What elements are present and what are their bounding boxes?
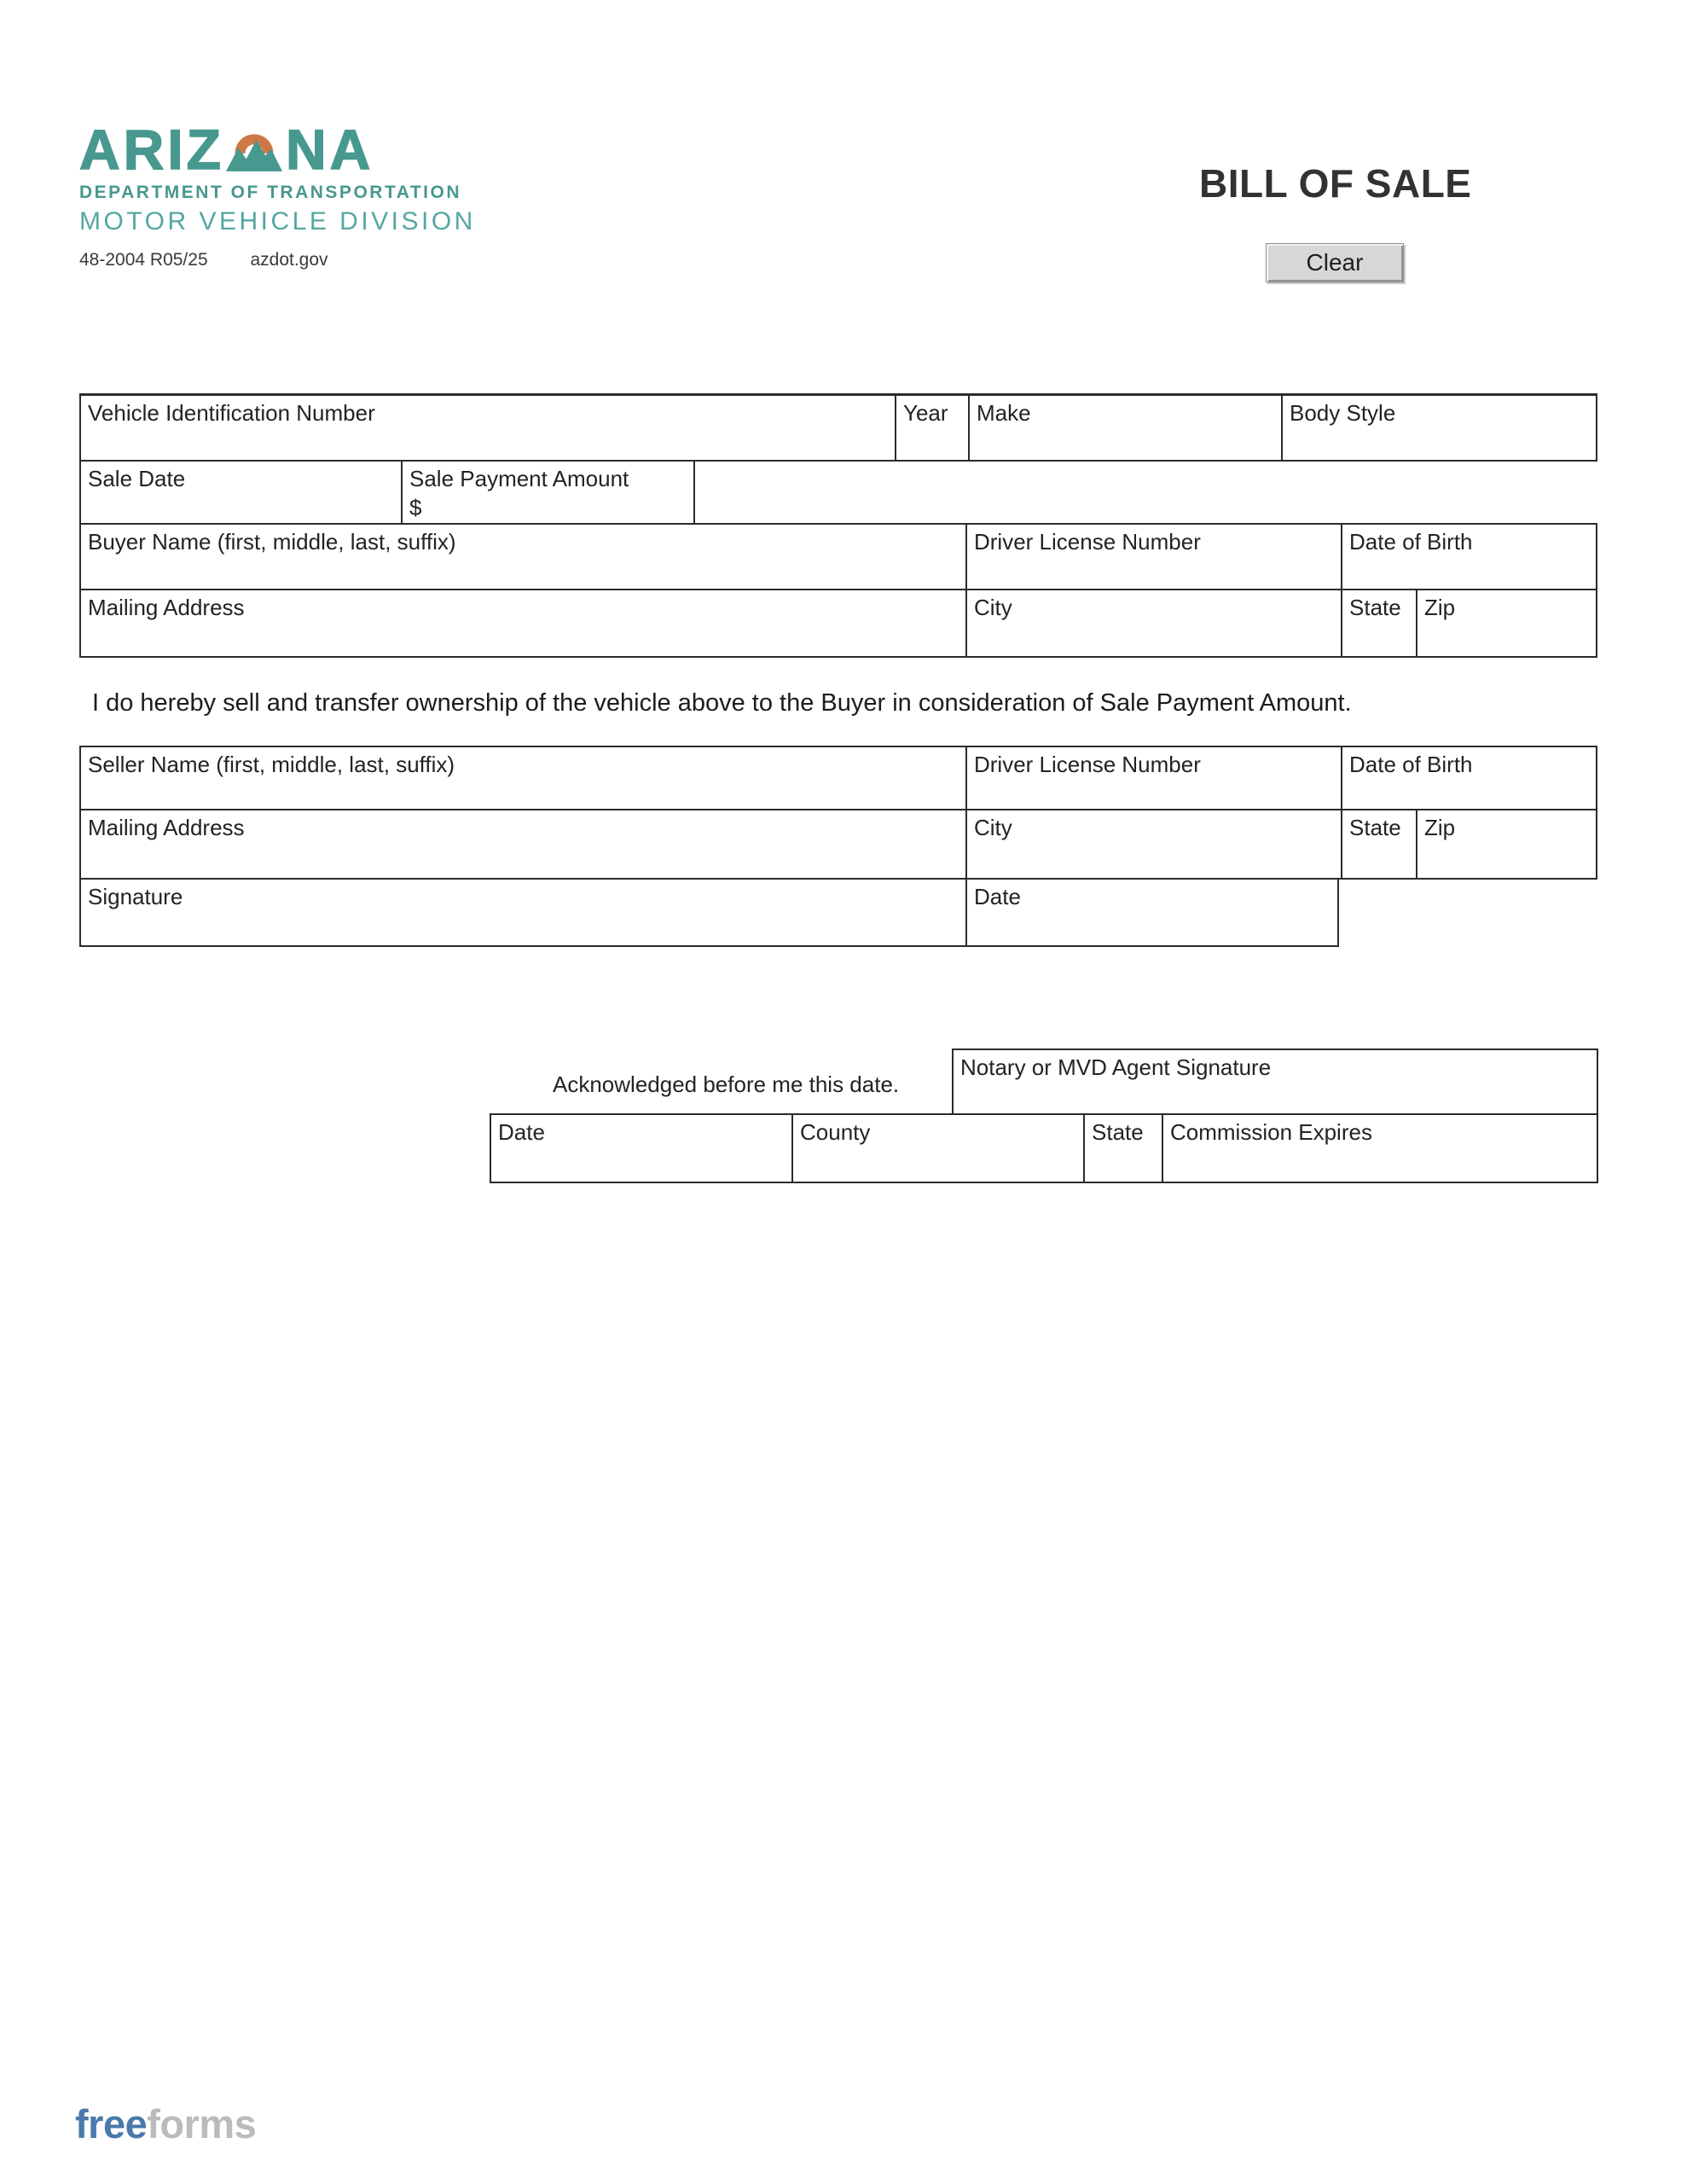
sale-date-field[interactable]: [81, 462, 403, 523]
notary-state-field[interactable]: [1083, 1115, 1162, 1182]
seller-date-field[interactable]: [965, 880, 1337, 945]
transfer-statement: I do hereby sell and transfer ownership of the vehicle above to the Buyer in consideration of Sale Payment Amount.: [92, 689, 1352, 717]
sale-payment-label: Sale Payment Amount: [409, 466, 629, 491]
clear-button-label: Clear: [1306, 249, 1364, 276]
arizona-wordmark: [79, 118, 476, 181]
vin-field[interactable]: [81, 396, 895, 460]
buyer-name-label: Buyer Name (first, middle, last, suffix): [88, 529, 456, 555]
buyer-address-row: [79, 590, 1597, 658]
seller-dob-label: Date of Birth: [1349, 752, 1473, 777]
buyer-dob-field[interactable]: [1341, 525, 1596, 589]
seller-dl-field[interactable]: [965, 747, 1341, 809]
seller-name-label: Seller Name (first, middle, last, suffix): [88, 752, 455, 777]
seller-address-row: [79, 810, 1597, 880]
vehicle-row: [79, 393, 1597, 462]
seller-signature-field[interactable]: [81, 880, 965, 945]
seller-zip-label: Zip: [1424, 815, 1456, 840]
notary-detail-row: [490, 1113, 1598, 1183]
make-field[interactable]: [968, 396, 1281, 460]
seller-city-field[interactable]: [965, 810, 1341, 878]
buyer-zip-field[interactable]: [1416, 590, 1596, 656]
seller-name-field[interactable]: [81, 747, 965, 809]
freeforms-logo-forms: forms: [147, 2101, 257, 2146]
logo-department-line: DEPARTMENT OF TRANSPORTATION: [79, 183, 461, 202]
seller-name-row: [79, 746, 1597, 810]
notary-date-field[interactable]: [491, 1115, 791, 1182]
body-style-label: Body Style: [1290, 400, 1396, 426]
seller-state-label: State: [1349, 815, 1401, 840]
seller-city-label: City: [974, 815, 1012, 840]
seller-date-label: Date: [974, 884, 1021, 909]
buyer-address-field[interactable]: [81, 590, 965, 656]
acknowledged-text: Acknowledged before me this date.: [553, 1072, 900, 1097]
buyer-city-field[interactable]: [965, 590, 1341, 656]
buyer-dl-label: Driver License Number: [974, 529, 1201, 555]
notary-commission-label: Commission Expires: [1170, 1119, 1372, 1145]
seller-signature-row: [79, 880, 1339, 947]
arizona-word-post: NA: [285, 118, 374, 181]
logo-division-line: MOTOR VEHICLE DIVISION: [79, 207, 476, 235]
notary-signature-label: Notary or MVD Agent Signature: [960, 1054, 1272, 1080]
seller-dl-label: Driver License Number: [974, 752, 1201, 777]
arizona-word-pre: ARIZ: [79, 118, 224, 181]
body-style-field[interactable]: [1281, 396, 1596, 460]
buyer-zip-label: Zip: [1424, 595, 1456, 620]
form-number: 48-2004 R05/25: [79, 250, 208, 270]
buyer-dl-field[interactable]: [965, 525, 1341, 589]
seller-signature-label: Signature: [88, 884, 183, 909]
freeforms-logo-free: free: [75, 2101, 148, 2146]
buyer-state-label: State: [1349, 595, 1401, 620]
buyer-dob-label: Date of Birth: [1349, 529, 1473, 555]
notary-county-field[interactable]: [791, 1115, 1083, 1182]
buyer-name-row: [79, 523, 1597, 590]
page-title: BILL OF SALE: [1199, 161, 1472, 206]
notary-commission-field[interactable]: [1162, 1115, 1597, 1182]
seller-address-label: Mailing Address: [88, 815, 245, 840]
buyer-city-label: City: [974, 595, 1012, 620]
clear-button[interactable]: [1266, 243, 1404, 282]
website-link[interactable]: azdot.gov: [250, 250, 328, 270]
adot-logo: [79, 118, 476, 270]
sun-mountain-icon: [224, 123, 286, 174]
sale-row: [79, 462, 695, 523]
seller-dob-field[interactable]: [1341, 747, 1596, 809]
vehicle-buyer-table: [79, 393, 1597, 658]
freeforms-logo: [75, 2100, 256, 2147]
notary-state-label: State: [1092, 1119, 1144, 1145]
year-label: Year: [903, 400, 948, 426]
notary-signature-field[interactable]: [952, 1048, 1598, 1115]
vin-label: Vehicle Identification Number: [88, 400, 375, 426]
sale-payment-field[interactable]: [403, 462, 695, 523]
make-label: Make: [977, 400, 1031, 426]
notary-county-label: County: [800, 1119, 871, 1145]
seller-table: [79, 746, 1597, 947]
seller-address-field[interactable]: [81, 810, 965, 878]
buyer-address-label: Mailing Address: [88, 595, 245, 620]
seller-zip-field[interactable]: [1416, 810, 1596, 878]
sale-date-label: Sale Date: [88, 466, 186, 491]
notary-date-label: Date: [498, 1119, 545, 1145]
seller-state-field[interactable]: [1341, 810, 1416, 878]
year-field[interactable]: [895, 396, 968, 460]
buyer-state-field[interactable]: [1341, 590, 1416, 656]
currency-symbol: $: [409, 495, 422, 520]
buyer-name-field[interactable]: [81, 525, 965, 589]
